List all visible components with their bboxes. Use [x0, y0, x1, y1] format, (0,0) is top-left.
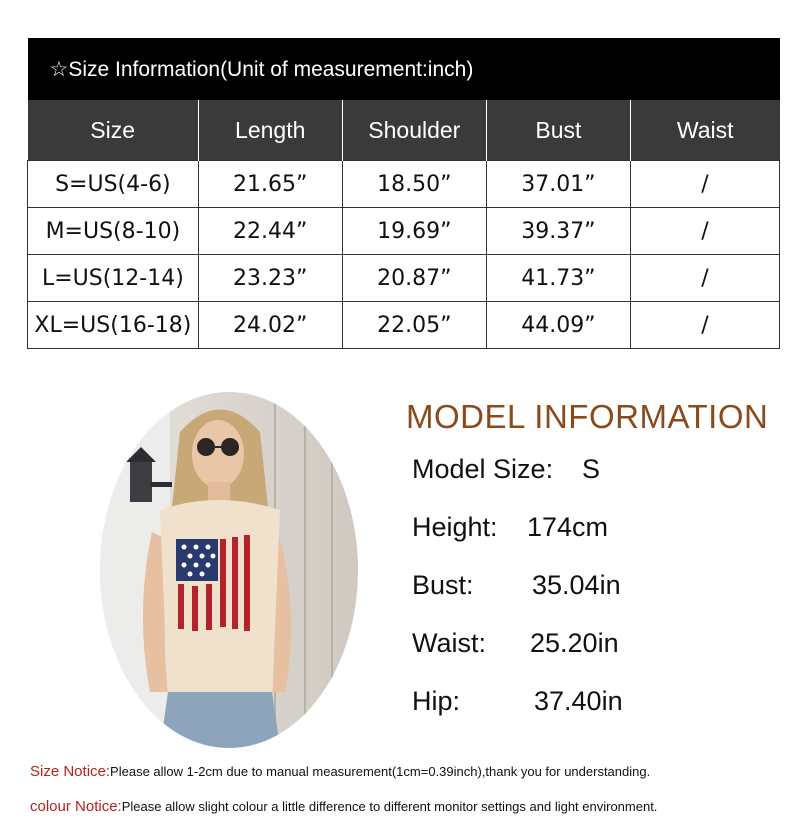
cell-size: XL=US(16-18): [28, 302, 199, 349]
model-bust-label: Bust:: [412, 570, 474, 600]
cell-shoulder: 22.05”: [342, 302, 486, 349]
cell-size: L=US(12-14): [28, 255, 199, 302]
cell-bust: 37.01”: [486, 161, 630, 208]
model-info-title: MODEL INFORMATION: [406, 398, 769, 435]
size-table: [27, 38, 780, 349]
header-waist: Waist: [630, 100, 779, 161]
model-height-value: 174cm: [527, 512, 609, 542]
cell-waist: /: [630, 161, 779, 208]
model-hip-line: [406, 681, 776, 739]
size-notice: [30, 763, 650, 780]
model-hip-label: Hip:: [412, 686, 461, 716]
size-table-title: ☆Size Information(Unit of measurement:inch): [28, 38, 780, 100]
model-photo: [100, 392, 358, 748]
cell-length: 24.02”: [198, 302, 342, 349]
model-bust-line: [406, 565, 776, 623]
header-size: Size: [28, 100, 199, 161]
cell-bust: 39.37”: [486, 208, 630, 255]
model-size-line: [406, 449, 776, 507]
cell-bust: 41.73”: [486, 255, 630, 302]
table-row: [28, 255, 780, 302]
cell-length: 22.44”: [198, 208, 342, 255]
model-size-label: Model Size:: [412, 454, 554, 484]
model-size-value: S: [582, 454, 601, 484]
table-row: [28, 302, 780, 349]
cell-shoulder: 18.50”: [342, 161, 486, 208]
cell-size: M=US(8-10): [28, 208, 199, 255]
model-waist-line: [406, 623, 776, 681]
cell-bust: 44.09”: [486, 302, 630, 349]
cell-shoulder: 20.87”: [342, 255, 486, 302]
header-shoulder: Shoulder: [342, 100, 486, 161]
cell-size: S=US(4-6): [28, 161, 199, 208]
cell-shoulder: 19.69”: [342, 208, 486, 255]
model-height-label: Height:: [412, 512, 498, 542]
model-height-line: [406, 507, 776, 565]
cell-length: 21.65”: [198, 161, 342, 208]
cell-waist: /: [630, 255, 779, 302]
size-notice-label: Size Notice:: [30, 763, 111, 780]
colour-notice-text: Please allow slight colour a little difference to different monitor settings and light environment.: [121, 799, 658, 814]
cell-waist: /: [630, 302, 779, 349]
model-bust-value: 35.04in: [532, 570, 621, 600]
header-length: Length: [198, 100, 342, 161]
table-row: [28, 208, 780, 255]
table-row: [28, 161, 780, 208]
cell-waist: /: [630, 208, 779, 255]
cell-length: 23.23”: [198, 255, 342, 302]
model-waist-value: 25.20in: [530, 628, 619, 658]
model-hip-value: 37.40in: [534, 686, 623, 716]
model-information: [406, 397, 776, 739]
model-waist-label: Waist:: [412, 628, 486, 658]
colour-notice: [30, 798, 657, 815]
colour-notice-label: colour Notice:: [30, 798, 122, 815]
size-notice-text: Please allow 1-2cm due to manual measurement(1cm=0.39inch),thank you for understanding.: [110, 764, 651, 779]
header-bust: Bust: [486, 100, 630, 161]
